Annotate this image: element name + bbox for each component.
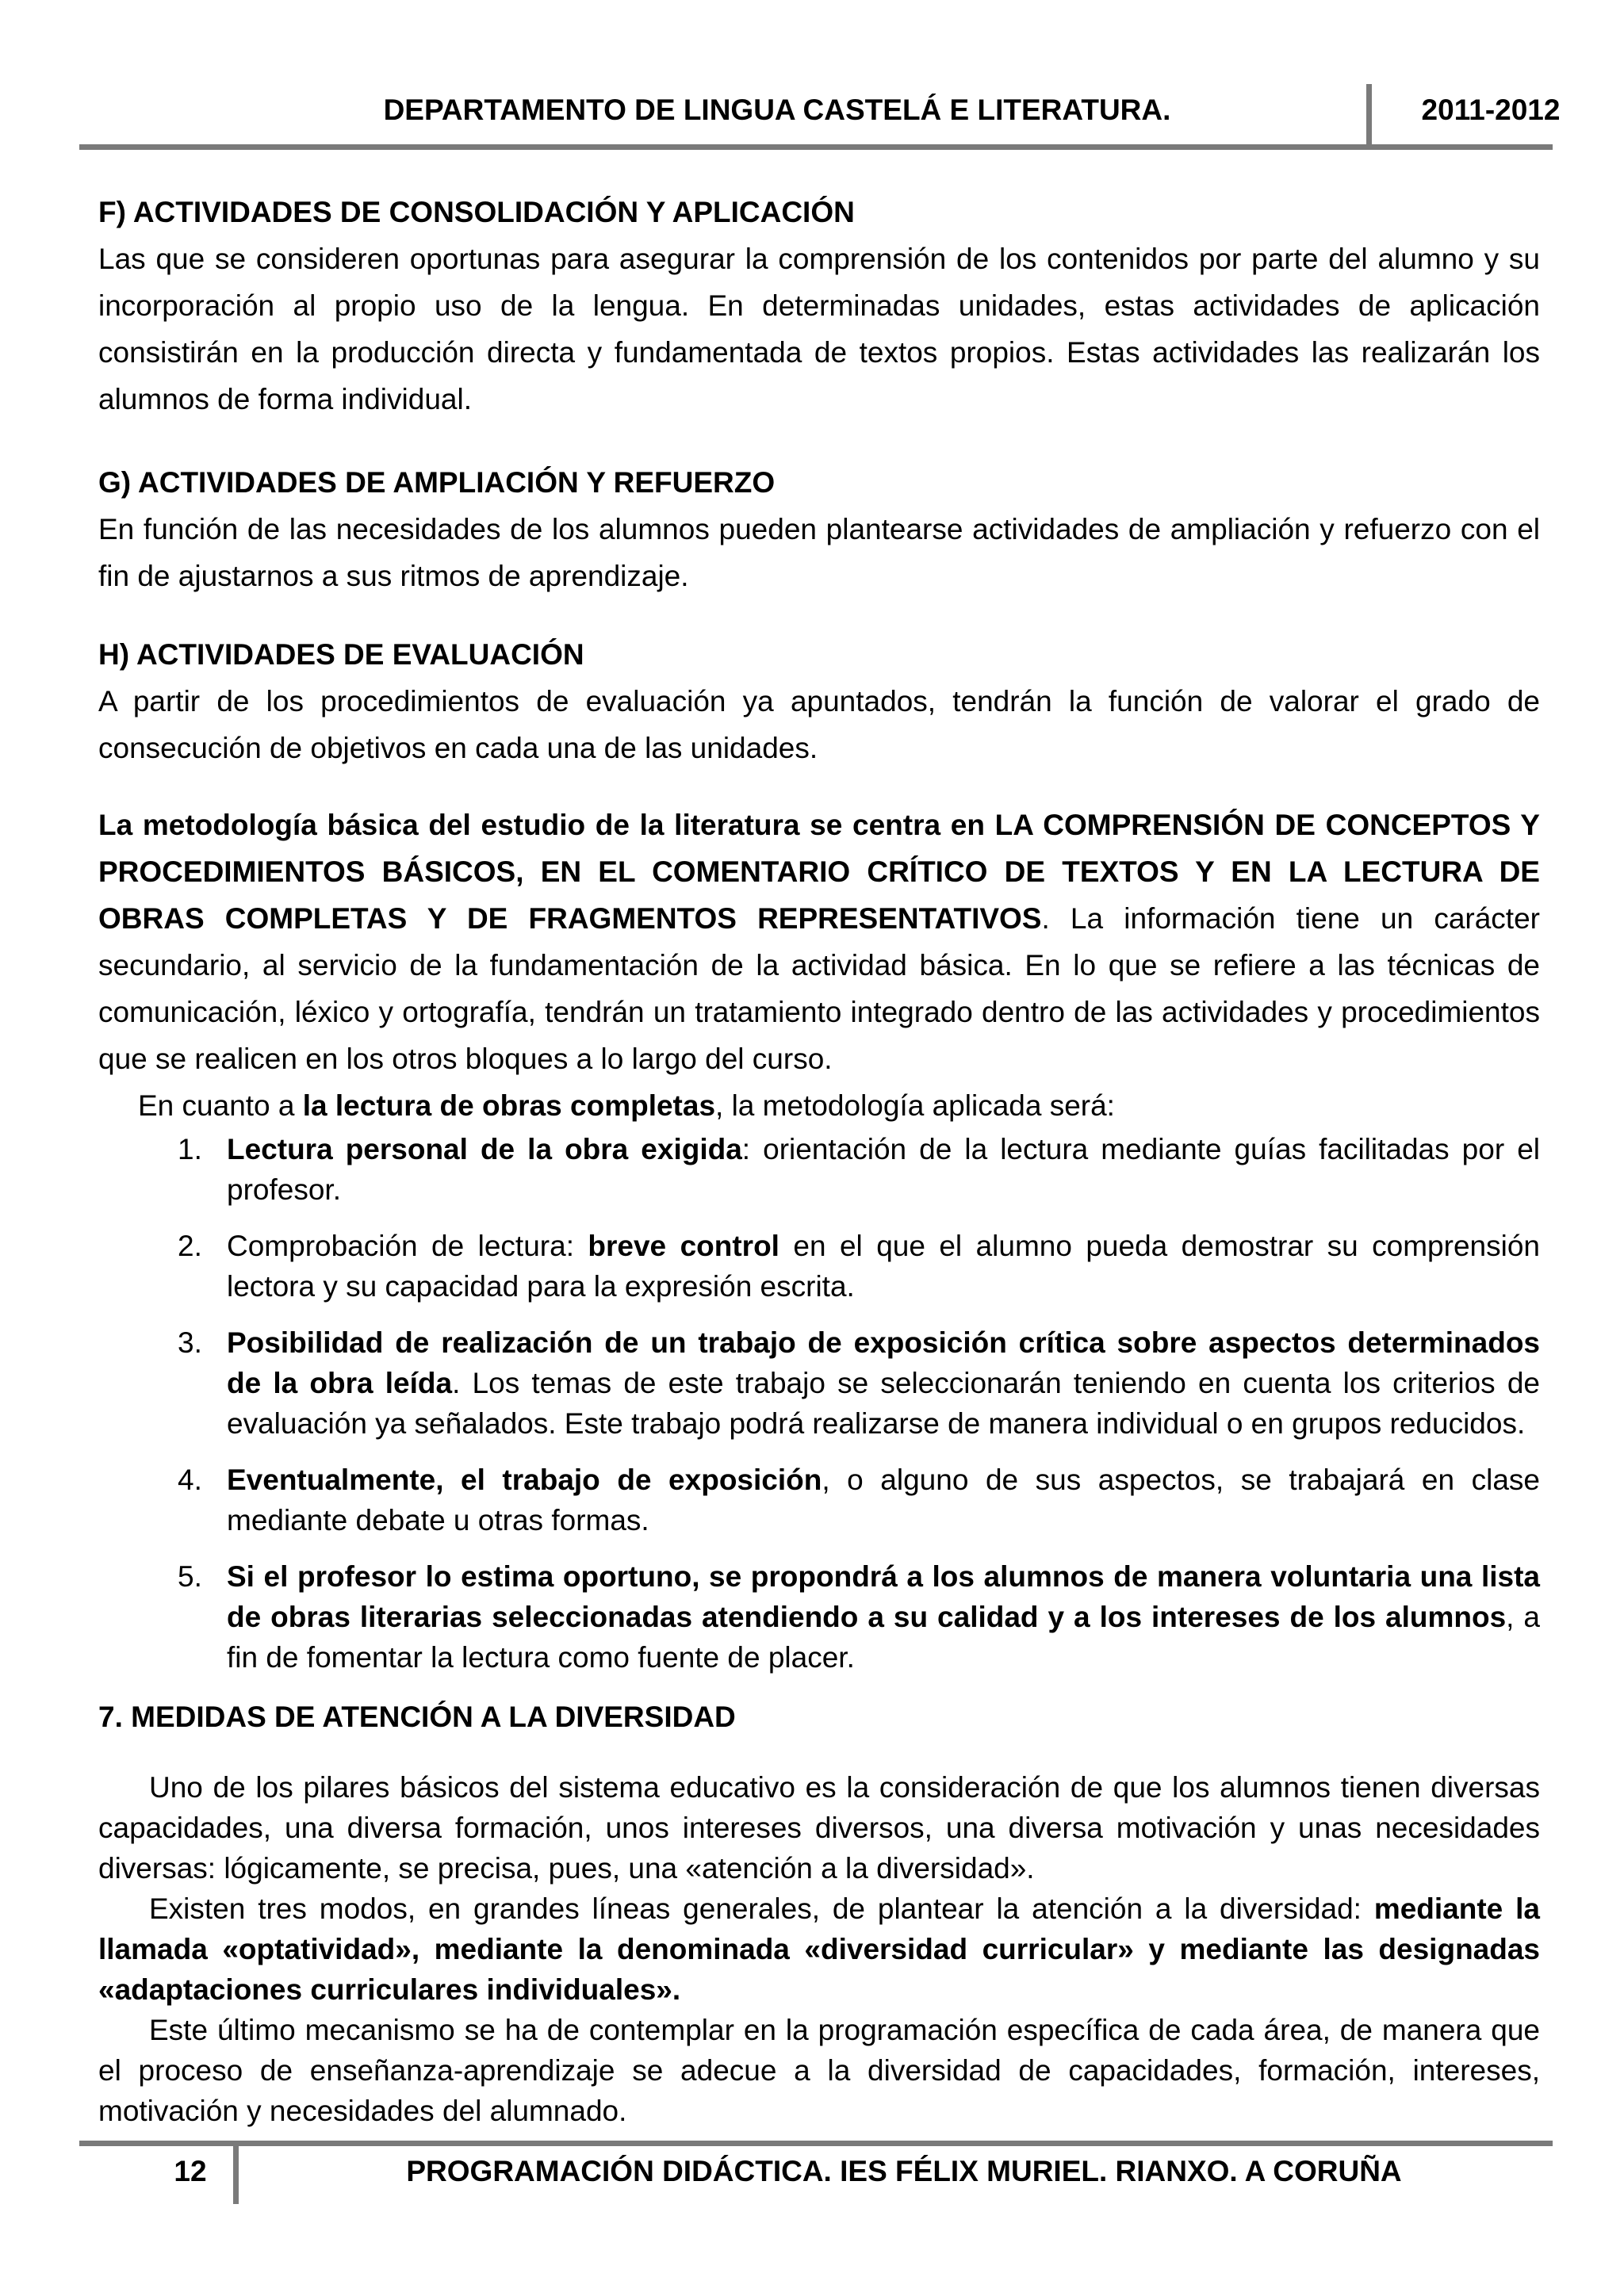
list-number: 1. — [178, 1133, 202, 1165]
methodology-bold: La metodología básica del estudio de la literatura se centra en LA COMPRENSIÓN DE CONCEPTOS Y PROCEDIMIENTOS BÁSICOS, EN EL COMENTARIO CRÍTICO DE TEXTOS Y EN LA LECTURA DE OBRAS COMPLETAS Y DE FRAGMENTOS REPRESENTATIVOS — [98, 809, 1540, 935]
list-number: 5. — [178, 1560, 202, 1593]
section-7-heading: 7. MEDIDAS DE ATENCIÓN A LA DIVERSIDAD — [98, 1701, 736, 1733]
reading-steps-list — [98, 1129, 1540, 1678]
section-g-heading: G) ACTIVIDADES DE AMPLIACIÓN Y REFUERZO — [98, 466, 776, 499]
list-item-bold: Si el profesor lo estima oportuno, se propondrá a los alumnos de manera voluntaria una lista de obras literarias seleccionadas atendiendo a su calidad y a los intereses de los alumnos — [227, 1560, 1540, 1633]
header-year: 2011-2012 — [1421, 94, 1561, 126]
section-h-heading: H) ACTIVIDADES DE EVALUACIÓN — [98, 638, 584, 671]
section-f-text: Las que se consideren oportunas para asegurar la comprensión de los contenidos por parte del alumno y su incorporación al propio uso de la lengua. En determinadas unidades, estas actividades de aplicación consistirán en la producción directa y fundamentada de textos propios. Estas actividades las realizarán los alumnos de forma individual. — [98, 243, 1540, 415]
list-number: 4. — [178, 1464, 202, 1496]
list-item — [98, 1226, 1540, 1307]
list-item-post: . Los temas de este trabajo se seleccionarán teniendo en cuenta los criterios de evaluación ya señalados. Este trabajo podrá realizarse de manera individual o en grupos reducidos. — [227, 1367, 1540, 1440]
list-item-post: , o alguno de sus aspectos, se trabajará en clase mediante debate u otras formas. — [227, 1464, 1540, 1536]
reading-intro-bold: la lectura de obras completas — [302, 1089, 716, 1122]
page-number: 12 — [174, 2155, 207, 2187]
list-item-post: en el que el alumno pueda demostrar su comprensión lectora y su capacidad para la expresión escrita. — [227, 1230, 1540, 1303]
section-h-text: A partir de los procedimientos de evaluación ya apuntados, tendrán la función de valorar el grado de consecución de objetivos en cada una de las unidades. — [98, 685, 1540, 764]
list-item — [98, 1322, 1540, 1444]
list-item-post: , a fin de fomentar la lectura como fuente de placer. — [227, 1601, 1540, 1674]
page-body — [98, 189, 1540, 2131]
reading-intro — [98, 1082, 1540, 1129]
list-item-bold: Lectura personal de la obra exigida — [227, 1133, 742, 1165]
footer-rule — [79, 2141, 1553, 2146]
list-number: 2. — [178, 1230, 202, 1262]
section-7-p2-bold: mediante la llamada «optatividad», mediante la denominada «diversidad curricular» y mediante las designadas «adaptaciones curriculares individuales». — [98, 1892, 1540, 2006]
section-7-paragraph-1: Uno de los pilares básicos del sistema educativo es la consideración de que los alumnos tienen diversas capacidades, una diversa formación, unos intereses diversos, una diversa motivación y unas necesidades diversas: lógicamente, se precisa, pues, una «atención a la diversidad». — [98, 1771, 1540, 1885]
methodology-paragraph — [98, 802, 1540, 1082]
list-number: 3. — [178, 1326, 202, 1359]
footer-divider — [233, 2141, 239, 2204]
list-item-bold: breve control — [588, 1230, 779, 1262]
list-item-bold: Eventualmente, el trabajo de exposición — [227, 1464, 822, 1496]
methodology-rest: . La información tiene un carácter secundario, al servicio de la fundamentación de la actividad básica. En lo que se refiere a las técnicas de comunicación, léxico y ortografía, tendrán un tratamiento integrado dentro de las actividades y procedimientos que se realicen en los otros bloques a lo largo del curso. — [98, 902, 1540, 1075]
list-item — [98, 1129, 1540, 1210]
list-item — [98, 1556, 1540, 1678]
section-7-body — [98, 1767, 1540, 2131]
list-item-bold: Posibilidad de realización de un trabajo de exposición crítica sobre aspectos determinados de la obra leída — [227, 1326, 1540, 1399]
header-title: DEPARTAMENTO DE LINGUA CASTELÁ E LITERATURA. — [383, 94, 1171, 126]
list-item — [98, 1460, 1540, 1540]
footer-text: PROGRAMACIÓN DIDÁCTICA. IES FÉLIX MURIEL. RIANXO. A CORUÑA — [406, 2155, 1402, 2187]
section-7-paragraph-2 — [98, 1888, 1540, 2010]
header-divider — [1366, 84, 1372, 147]
section-f-heading: F) ACTIVIDADES DE CONSOLIDACIÓN Y APLICACIÓN — [98, 196, 855, 228]
section-7-paragraph-3: Este último mecanismo se ha de contemplar en la programación específica de cada área, de manera que el proceso de enseñanza-aprendizaje se adecue a la diversidad de capacidades, formación, intereses, motivación y necesidades del alumnado. — [98, 2014, 1540, 2127]
list-item-post: : orientación de la lectura mediante guías facilitadas por el profesor. — [227, 1133, 1540, 1206]
list-item-pre: Comprobación de lectura: — [227, 1230, 588, 1262]
section-g-text: En función de las necesidades de los alumnos pueden plantearse actividades de ampliación y refuerzo con el fin de ajustarnos a sus ritmos de aprendizaje. — [98, 513, 1540, 592]
header-rule — [79, 144, 1553, 150]
reading-intro-post: , la metodología aplicada será: — [715, 1089, 1115, 1122]
reading-intro-pre: En cuanto a — [138, 1089, 303, 1122]
section-7-p2-pre: Existen tres modos, en grandes líneas generales, de plantear la atención a la diversidad: — [149, 1892, 1374, 1925]
